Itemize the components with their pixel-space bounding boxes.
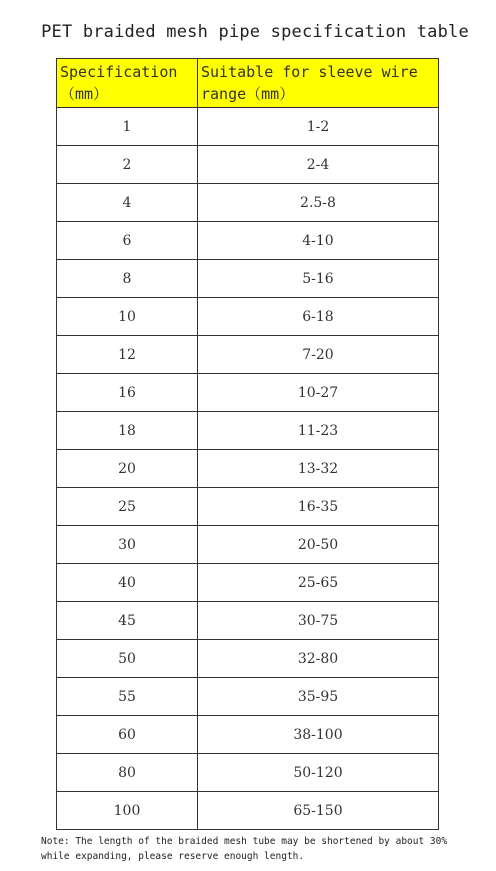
table-row <box>57 526 439 564</box>
range-cell: 16-35 <box>198 488 439 526</box>
spec-cell: 40 <box>57 564 198 602</box>
range-cell: 30-75 <box>198 602 439 640</box>
spec-cell: 4 <box>57 184 198 222</box>
range-cell: 13-32 <box>198 450 439 488</box>
range-cell: 7-20 <box>198 336 439 374</box>
range-cell: 65-150 <box>198 792 439 830</box>
table-row <box>57 184 439 222</box>
spec-cell: 16 <box>57 374 198 412</box>
spec-cell: 20 <box>57 450 198 488</box>
table-row <box>57 488 439 526</box>
table-row <box>57 716 439 754</box>
range-cell: 2-4 <box>198 146 439 184</box>
range-cell: 4-10 <box>198 222 439 260</box>
range-cell: 10-27 <box>198 374 439 412</box>
spec-cell: 55 <box>57 678 198 716</box>
spec-cell: 1 <box>57 108 198 146</box>
spec-table <box>56 58 439 830</box>
range-cell: 32-80 <box>198 640 439 678</box>
range-cell: 50-120 <box>198 754 439 792</box>
range-cell: 38-100 <box>198 716 439 754</box>
table-row <box>57 222 439 260</box>
column-header-wire-range: Suitable for sleeve wire range（mm） <box>198 59 439 108</box>
table-row <box>57 146 439 184</box>
spec-cell: 30 <box>57 526 198 564</box>
spec-cell: 50 <box>57 640 198 678</box>
table-row <box>57 298 439 336</box>
column-header-specification: Specification（mm） <box>57 59 198 108</box>
spec-cell: 80 <box>57 754 198 792</box>
spec-cell: 100 <box>57 792 198 830</box>
table-header-row <box>57 59 439 108</box>
footnote: Note: The length of the braided mesh tube may be shortened by about 30% while expanding, please reserve enough length. <box>41 836 448 862</box>
range-cell: 11-23 <box>198 412 439 450</box>
table-row <box>57 678 439 716</box>
spec-cell: 2 <box>57 146 198 184</box>
table-row <box>57 260 439 298</box>
range-cell: 6-18 <box>198 298 439 336</box>
range-cell: 2.5-8 <box>198 184 439 222</box>
range-cell: 20-50 <box>198 526 439 564</box>
range-cell: 5-16 <box>198 260 439 298</box>
table-row <box>57 602 439 640</box>
spec-cell: 45 <box>57 602 198 640</box>
table-row <box>57 564 439 602</box>
spec-cell: 6 <box>57 222 198 260</box>
range-cell: 25-65 <box>198 564 439 602</box>
table-row <box>57 450 439 488</box>
spec-cell: 25 <box>57 488 198 526</box>
range-cell: 35-95 <box>198 678 439 716</box>
table-row <box>57 412 439 450</box>
table-row <box>57 374 439 412</box>
spec-cell: 12 <box>57 336 198 374</box>
table-row <box>57 640 439 678</box>
table-row <box>57 792 439 830</box>
spec-cell: 60 <box>57 716 198 754</box>
range-cell: 1-2 <box>198 108 439 146</box>
table-row <box>57 108 439 146</box>
page-title: PET braided mesh pipe specification table <box>41 22 469 42</box>
spec-cell: 18 <box>57 412 198 450</box>
spec-cell: 8 <box>57 260 198 298</box>
table-row <box>57 336 439 374</box>
spec-cell: 10 <box>57 298 198 336</box>
table-row <box>57 754 439 792</box>
